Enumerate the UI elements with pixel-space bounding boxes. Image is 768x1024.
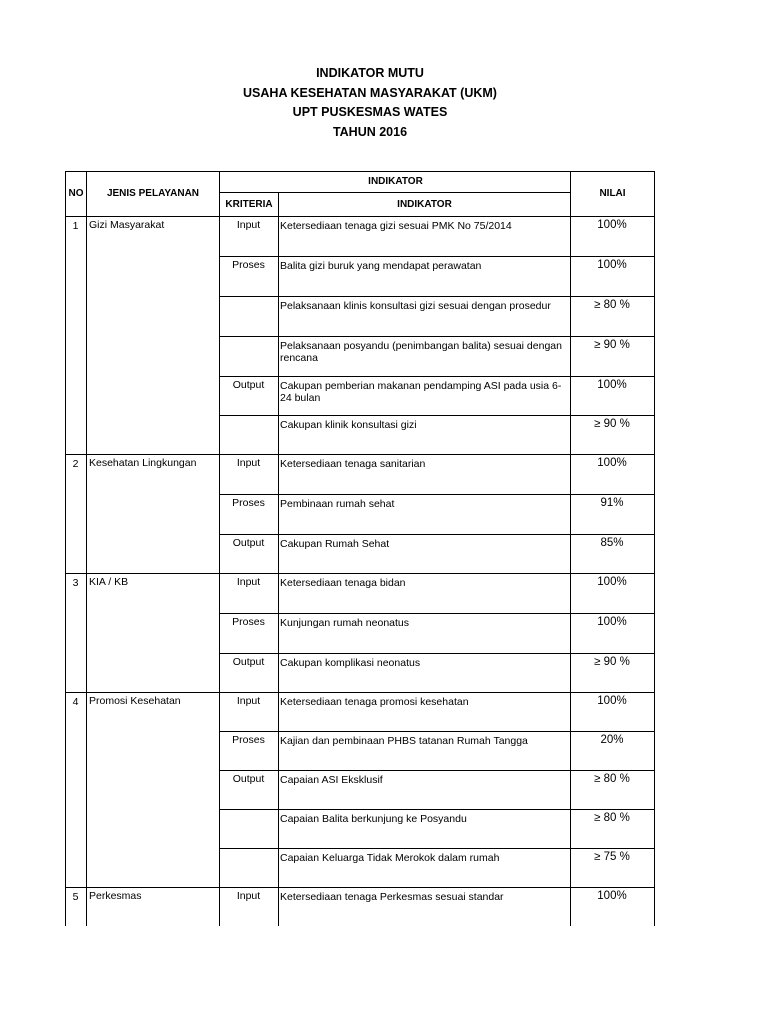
row-border: [219, 494, 655, 495]
section-border: [65, 454, 655, 455]
indicator-value: 85%: [600, 537, 624, 549]
indicator-text: Capaian Balita berkunjung ke Posyandu: [280, 813, 467, 825]
criteria-label: Input: [236, 219, 261, 231]
column-border: [654, 171, 655, 926]
column-border: [65, 171, 66, 926]
indicator-value: ≥ 75 %: [594, 851, 630, 863]
indicator-text: Cakupan klinik konsultasi gizi: [280, 419, 417, 431]
row-number: 3: [72, 577, 79, 589]
row-border: [219, 848, 655, 849]
service-name: Kesehatan Lingkungan: [89, 457, 197, 469]
row-border: [219, 653, 655, 654]
indicator-text: Capaian Keluarga Tidak Merokok dalam rumah: [280, 852, 500, 864]
indicator-value: 20%: [600, 734, 624, 746]
criteria-label: Input: [236, 457, 261, 469]
indicator-text: Pembinaan rumah sehat: [280, 498, 395, 510]
indicator-value: ≥ 90 %: [594, 656, 630, 668]
indicator-value: 100%: [597, 457, 627, 469]
indicator-text: Ketersediaan tenaga bidan: [280, 577, 406, 589]
header-indikator: INDIKATOR: [397, 199, 452, 210]
row-number: 2: [72, 458, 79, 470]
title-line-3: UPT PUSKESMAS WATES: [292, 105, 448, 119]
indicator-value: 100%: [597, 259, 627, 271]
row-border: [219, 256, 655, 257]
column-border: [86, 171, 87, 926]
criteria-label: Output: [232, 773, 265, 785]
row-border: [219, 296, 655, 297]
criteria-label: Proses: [232, 497, 265, 509]
criteria-label: Output: [232, 537, 265, 549]
indicator-value: 100%: [597, 379, 627, 391]
header-bottom-border: [65, 216, 655, 217]
criteria-label: Input: [236, 695, 261, 707]
header-jenis-pelayanan: JENIS PELAYANAN: [106, 188, 200, 199]
title-line-4: TAHUN 2016: [332, 124, 408, 139]
indicator-value: 100%: [597, 219, 627, 231]
section-border: [65, 692, 655, 693]
indicator-text: Ketersediaan tenaga sanitarian: [280, 458, 426, 470]
row-number: 5: [72, 891, 79, 903]
header-no: NO: [68, 188, 84, 199]
criteria-label: Input: [236, 576, 261, 588]
title-line-1: INDIKATOR MUTU: [316, 66, 424, 80]
service-name: Gizi Masyarakat: [89, 219, 165, 231]
indicator-value: 100%: [597, 890, 627, 902]
row-border: [219, 534, 655, 535]
title-line-2: USAHA KESEHATAN MASYARAKAT (UKM): [243, 85, 497, 100]
indicator-value: 100%: [597, 695, 627, 707]
indicator-value: 100%: [597, 616, 627, 628]
service-name: Promosi Kesehatan: [89, 695, 181, 707]
header-kriteria: KRITERIA: [225, 199, 273, 210]
indicator-text: Cakupan komplikasi neonatus: [280, 657, 421, 669]
indicator-text: Ketersediaan tenaga gizi sesuai PMK No 75/2014: [280, 220, 512, 232]
indicator-value: ≥ 90 %: [594, 339, 630, 351]
row-number: 1: [72, 220, 79, 232]
indicator-text: Balita gizi buruk yang mendapat perawatan: [280, 260, 482, 272]
row-border: [219, 376, 655, 377]
row-border: [219, 770, 655, 771]
indicator-text: Pelaksanaan klinis konsultasi gizi sesuai dengan prosedur: [280, 300, 551, 312]
indicator-value: ≥ 80 %: [594, 299, 630, 311]
indicator-value: ≥ 80 %: [594, 812, 630, 824]
indicator-text: Cakupan pemberian makanan pendamping ASI pada usia 6-24 bulan: [280, 380, 562, 404]
section-border: [65, 573, 655, 574]
criteria-label: Proses: [232, 734, 265, 746]
service-name: KIA / KB: [89, 576, 129, 588]
header-indikator-group: INDIKATOR: [368, 176, 423, 187]
indicator-text: Ketersediaan tenaga promosi kesehatan: [280, 696, 469, 708]
criteria-label: Output: [232, 379, 265, 391]
column-border: [278, 192, 279, 926]
header-divider: [219, 192, 571, 193]
indicator-text: Kunjungan rumah neonatus: [280, 617, 410, 629]
indicator-text: Cakupan Rumah Sehat: [280, 538, 390, 550]
indicator-text: Pelaksanaan posyandu (penimbangan balita) sesuai dengan rencana: [280, 340, 562, 364]
row-border: [219, 336, 655, 337]
criteria-label: Input: [236, 890, 261, 902]
indicator-value: 100%: [597, 576, 627, 588]
header-nilai: NILAI: [599, 188, 626, 199]
row-border: [219, 613, 655, 614]
service-name: Perkesmas: [89, 890, 142, 902]
row-border: [219, 731, 655, 732]
row-border: [219, 809, 655, 810]
indicator-value: ≥ 80 %: [594, 773, 630, 785]
criteria-label: Proses: [232, 616, 265, 628]
table-top-border: [65, 171, 655, 172]
criteria-label: Output: [232, 656, 265, 668]
indicator-value: ≥ 90 %: [594, 418, 630, 430]
row-border: [219, 415, 655, 416]
indicator-text: Ketersediaan tenaga Perkesmas sesuai standar: [280, 891, 504, 903]
indicator-text: Capaian ASI Eksklusif: [280, 774, 383, 786]
indicator-text: Kajian dan pembinaan PHBS tatanan Rumah Tangga: [280, 735, 528, 747]
indicator-value: 91%: [600, 497, 624, 509]
section-border: [65, 887, 655, 888]
criteria-label: Proses: [232, 259, 265, 271]
row-number: 4: [72, 696, 79, 708]
